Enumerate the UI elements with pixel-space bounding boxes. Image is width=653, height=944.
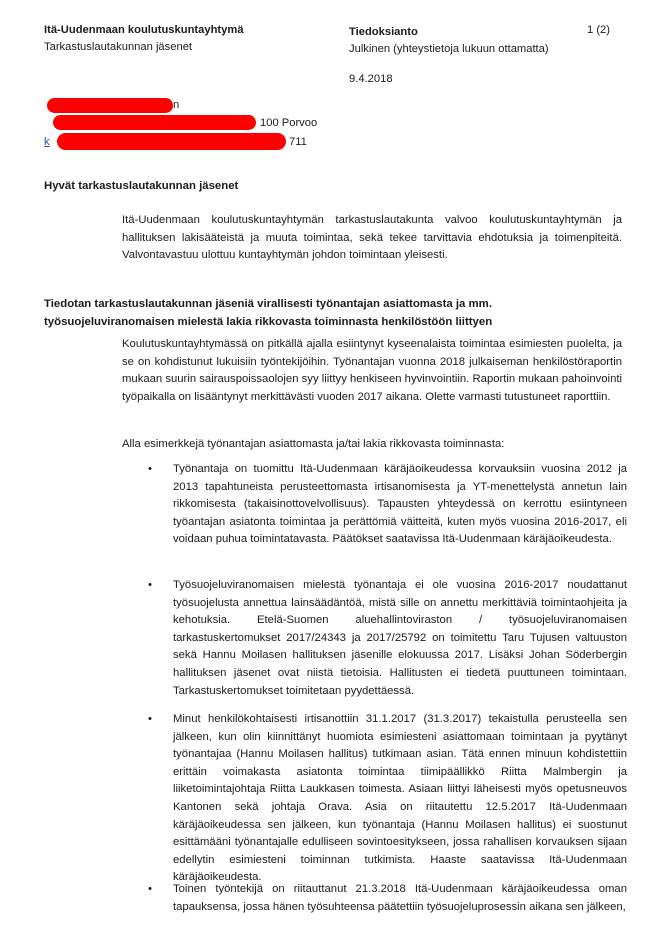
document-type: Tiedoksianto bbox=[349, 26, 418, 38]
list-item bbox=[147, 461, 627, 549]
recipient-group: Tarkastuslautakunnan jäsenet bbox=[44, 40, 193, 53]
salutation: Hyvät tarkastuslautakunnan jäsenet bbox=[44, 180, 239, 192]
body-paragraph-1: Koulutuskuntayhtymässä on pitkällä ajalla esiintynyt kyseenalaista toimintaa esimiesten puolelta, ja se on kohdistunut lukuisiin työntekijöihin. Työnantajan vuonna 2018 julkaiseman henkilöstöraportin mukaan suurin sairauspoissaolojen syy liittyy henkiseen hyvinvointiin. Raportin mukaan pahoinvointi työpaikalla on lisääntynyt merkittävästi vuoden 2017 aikana. Olette varmasti tutustuneet raporttiin. bbox=[122, 338, 622, 403]
list-item bbox=[147, 711, 627, 887]
intro-paragraph: Itä-Uudenmaan koulutuskuntayhtymän tarkastuslautakunta valvoo koulutuskuntayhtymän ja hallituksen lakisääteistä ja muuta toimintaa, sekä tekee tarvittavia ehdotuksia ja toimenpiteitä. Valvontavastuu ulottuu kuntayhtymän johdon toimintaan yleisesti. bbox=[122, 214, 622, 262]
document-classification: Julkinen (yhteystietoja lukuun ottamatta) bbox=[349, 42, 549, 55]
header-right-column bbox=[349, 22, 649, 57]
document-type-row bbox=[349, 22, 649, 41]
sender-phone-tail: 711 bbox=[289, 136, 307, 148]
sender-name-line: n bbox=[173, 99, 180, 111]
list-item-text: Minut henkilökohtaisesti irtisanottiin 31.1.2017 (31.3.2017) tekaistulla perusteella sen jälkeen, kun olin kiinnittänyt huomiota esimiesteni asiattomaan toimintaan ja pyytänyt työnantajaa (Hannu Moilasen hallitus) tutkimaan asian. Tätä ennen minuun kohdistettiin erittäin voimakasta asiatonta toimintaa tiimipäällikkö Riitta Malmbergin ja liiketoimintajohtaja Riitta Laukkasen toimesta. Asiaan liittyi läheisesti myös opetusneuvos Kantonen sekä johtaja Orava. Asia on riitautettu 12.5.2017 Itä-Uudenmaan käräjäoikeudessa sen jälkeen, kun työnantaja (Hannu Moilasen hallitus) ei suostunut esittämääni työnantajalle edulliseen sovintoesitykseen, jossa rahallisen korvauksen sijaan edellytin esimiesteni toiminnan tutkimista. Haaste saatavissa Itä-Uudenmaan käräjäoikeudesta. bbox=[173, 713, 627, 884]
header-left-column bbox=[44, 22, 344, 55]
list-item bbox=[147, 881, 627, 916]
organization-name: Itä-Uudenmaan koulutuskuntayhtymä bbox=[44, 24, 244, 36]
main-heading: Tiedotan tarkastuslautakunnan jäseniä virallisesti työnantajan asiattomasta ja mm. työsuojeluviranomaisen mielestä lakia rikkovasta toiminnasta henkilöstöön liittyen bbox=[44, 298, 493, 328]
list-item-text: Toinen työntekijä on riitauttanut 21.3.2018 Itä-Uudenmaan käräjäoikeudessa oman tapauksensa, jossa hänen työsuhteensa päätettiin työsuojeluprosessin aikana sen jälkeen, bbox=[173, 883, 627, 913]
sender-address-line: 100 Porvoo bbox=[260, 117, 318, 129]
body-paragraph-2: Alla esimerkkejä työnantajan asiattomasta ja/tai lakia rikkovasta toiminnasta: bbox=[122, 438, 505, 450]
bullet-icon: • bbox=[148, 463, 152, 475]
sender-email-link[interactable]: k bbox=[44, 136, 50, 148]
bullet-icon: • bbox=[148, 579, 152, 591]
document-header bbox=[0, 22, 653, 92]
sender-contact-block bbox=[44, 96, 374, 160]
list-item bbox=[147, 577, 627, 700]
list-item-text: Työsuojeluviranomaisen mielestä työnantaja ei ole vuosina 2016-2017 noudattanut työsuojelusta annettua lainsäädäntöä, mistä sille on annettu merkittäviä toimintaohjeita ja kehotuksia. Etelä-Suomen aluehallintoviraston / työsuojeluviranomaisen tarkastuskertomukset 2017/24343 ja 2017/25792 on toimitettu Taru Tujusen valtuuston sekä Hannu Moilasen hallituksen jäsenille elokuussa 2017. Lisäksi Johan Söderbergin hallituksen jäsenet ovat niistä tietoisia. Hallitusten ei tiedetä puuttuneen toimintaan. Tarkastuskertomukset toimitetaan pyydettäessä. bbox=[173, 579, 627, 697]
document-date: 9.4.2018 bbox=[349, 73, 393, 85]
bullet-icon: • bbox=[148, 713, 152, 725]
page-number: 1 (2) bbox=[587, 24, 611, 36]
bullet-icon: • bbox=[148, 883, 152, 895]
list-item-text: Työnantaja on tuomittu Itä-Uudenmaan käräjäoikeudessa korvauksiin vuosina 2012 ja 2013 tapahtuneista perusteettomasta irtisanomisesta ja YT-menettelystä annetun lain rikkomisesta (takaisinottovelvollisuus). Tapausten yhteydessä on kerrottu esiintyneen työantajan asiatonta toimintaa ja perättömiä väitteitä, kuten myös vuosina 2016-2017, eli voidaan puhua toimintatavasta. Päätökset saatavissa Itä-Uudenmaan käräjäoikeudesta. bbox=[173, 463, 627, 546]
